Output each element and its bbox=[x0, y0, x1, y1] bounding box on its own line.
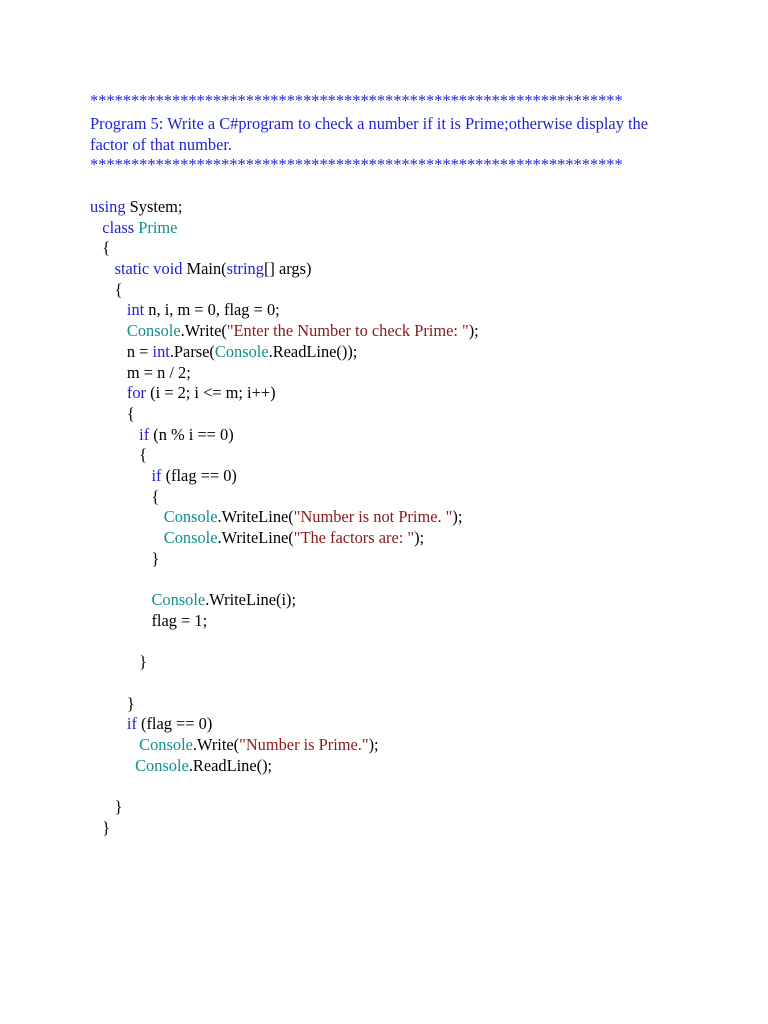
code-text: ); bbox=[368, 734, 379, 754]
code-text bbox=[90, 425, 139, 444]
code-text: n, i, m = 0, flag = 0; bbox=[144, 300, 280, 320]
code-line bbox=[90, 487, 690, 508]
code-text: flag = 1; bbox=[90, 610, 208, 630]
code-type-name: Console bbox=[151, 590, 206, 610]
code-text bbox=[90, 259, 115, 278]
code-keyword: if bbox=[151, 465, 162, 485]
code-text: { bbox=[90, 279, 123, 299]
code-line bbox=[90, 300, 690, 321]
program-description: Program 5: Write a C#program to check a number if it is Prime;otherwise display the factor of that number. bbox=[90, 114, 649, 154]
code-text bbox=[90, 321, 127, 340]
code-text: { bbox=[90, 486, 160, 506]
code-keyword: class bbox=[102, 217, 135, 237]
code-text: ); bbox=[452, 507, 463, 527]
code-text: .ReadLine()); bbox=[268, 341, 358, 361]
program-header bbox=[90, 91, 690, 175]
code-type-name: Console bbox=[135, 755, 189, 775]
code-text: ); bbox=[468, 321, 479, 341]
code-text bbox=[90, 300, 127, 319]
code-text: n = bbox=[90, 341, 153, 361]
code-line bbox=[90, 218, 690, 239]
code-line bbox=[90, 404, 690, 425]
code-line bbox=[90, 466, 690, 487]
code-text: } bbox=[90, 796, 123, 816]
code-keyword: if bbox=[126, 714, 137, 734]
code-text bbox=[90, 714, 127, 733]
code-text: { bbox=[90, 403, 135, 423]
code-text: { bbox=[90, 445, 148, 465]
code-text: (flag == 0) bbox=[136, 714, 213, 734]
code-line bbox=[90, 197, 690, 218]
code-line bbox=[90, 818, 690, 839]
code-keyword: int bbox=[126, 300, 145, 320]
code-line bbox=[90, 694, 690, 715]
code-type-name: Console bbox=[126, 321, 181, 341]
code-text: ); bbox=[414, 528, 425, 547]
code-line bbox=[90, 528, 690, 549]
code-line bbox=[90, 569, 690, 590]
code-line bbox=[90, 507, 690, 528]
code-keyword: if bbox=[139, 424, 150, 444]
code-line bbox=[90, 549, 690, 570]
code-type-name: Console bbox=[163, 507, 218, 527]
code-text: .Parse( bbox=[169, 341, 215, 361]
code-text: [] args) bbox=[263, 259, 312, 279]
code-listing bbox=[90, 197, 690, 838]
code-text: (i = 2; i <= m; i++) bbox=[146, 383, 276, 403]
code-text bbox=[90, 756, 135, 775]
code-text: .Write( bbox=[180, 321, 227, 341]
code-text: .WriteLine( bbox=[217, 507, 294, 527]
code-text bbox=[90, 528, 164, 547]
code-text: Main( bbox=[182, 259, 227, 279]
code-string-literal: "Enter the Number to check Prime: " bbox=[226, 321, 469, 341]
code-keyword: int bbox=[152, 341, 170, 361]
code-line bbox=[90, 631, 690, 652]
code-string-literal: "Number is Prime." bbox=[239, 734, 369, 754]
code-text: .WriteLine( bbox=[217, 528, 294, 547]
code-text: } bbox=[90, 548, 160, 568]
code-line bbox=[90, 342, 690, 363]
code-type-name: Console bbox=[139, 734, 193, 754]
code-keyword: string bbox=[226, 259, 264, 279]
code-line bbox=[90, 776, 690, 797]
code-line bbox=[90, 590, 690, 611]
code-line bbox=[90, 425, 690, 446]
code-line bbox=[90, 673, 690, 694]
code-text bbox=[90, 590, 151, 609]
code-text bbox=[90, 735, 139, 754]
document-page bbox=[90, 91, 690, 838]
code-type-name: Prime bbox=[138, 217, 178, 237]
code-text: } bbox=[90, 652, 148, 672]
asterisk-divider-bottom: ***************************************************************** bbox=[90, 155, 623, 174]
code-text: } bbox=[90, 817, 111, 837]
code-string-literal: "The factors are: " bbox=[293, 528, 415, 547]
code-line bbox=[90, 714, 690, 735]
code-text: (n % i == 0) bbox=[149, 424, 234, 444]
code-type-name: Console bbox=[163, 528, 218, 547]
code-line bbox=[90, 611, 690, 632]
code-text: { bbox=[90, 238, 111, 258]
code-type-name: Console bbox=[214, 341, 269, 361]
code-line bbox=[90, 280, 690, 301]
code-text bbox=[90, 218, 102, 237]
code-line bbox=[90, 445, 690, 466]
code-line bbox=[90, 321, 690, 342]
code-line bbox=[90, 756, 690, 777]
code-keyword: for bbox=[126, 383, 147, 403]
code-keyword: void bbox=[153, 259, 183, 279]
code-text: } bbox=[90, 693, 135, 713]
code-line bbox=[90, 735, 690, 756]
asterisk-divider-top: ***************************************************************** bbox=[90, 91, 623, 110]
code-line bbox=[90, 363, 690, 384]
code-text: .ReadLine(); bbox=[188, 755, 273, 775]
code-line bbox=[90, 797, 690, 818]
code-text: m = n / 2; bbox=[90, 362, 191, 382]
code-string-literal: "Number is not Prime. " bbox=[293, 507, 453, 527]
code-text bbox=[90, 507, 164, 526]
code-line bbox=[90, 259, 690, 280]
code-line bbox=[90, 238, 690, 259]
code-line bbox=[90, 383, 690, 404]
code-text: System; bbox=[125, 197, 183, 216]
code-text bbox=[90, 383, 127, 402]
code-text: .Write( bbox=[192, 734, 240, 754]
code-keyword: static bbox=[114, 259, 150, 279]
code-line bbox=[90, 652, 690, 673]
code-text bbox=[90, 466, 151, 485]
code-keyword: using bbox=[90, 197, 126, 216]
code-text: (flag == 0) bbox=[161, 465, 237, 485]
code-text: .WriteLine(i); bbox=[205, 590, 297, 610]
